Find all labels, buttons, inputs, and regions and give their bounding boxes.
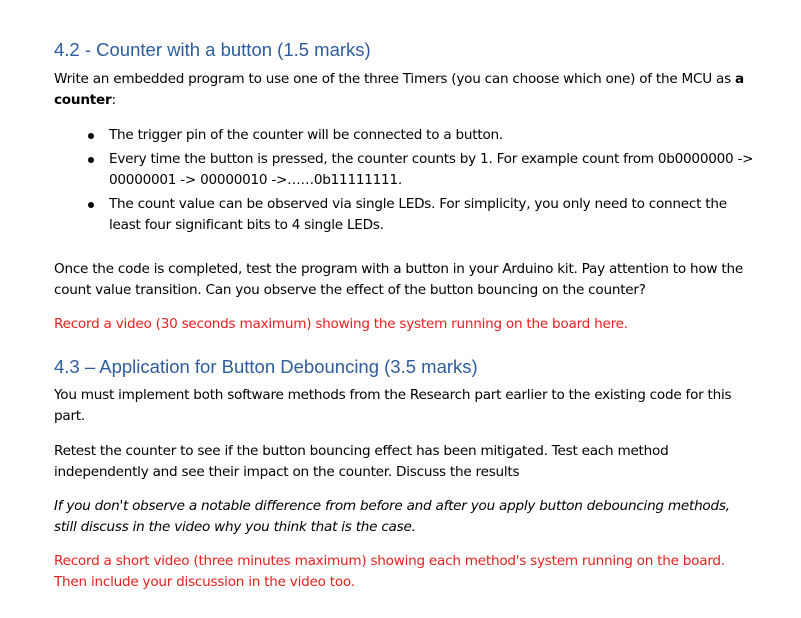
record-note-4-2: Record a video (30 seconds maximum) showing the system running on the board here. [54,316,628,332]
italic-note-text: If you don't observe a notable difference from before and after you apply button debouncing methods, still discuss in the video why you think that is the case. [54,498,730,535]
bullet-icon [88,202,94,208]
list-item [54,149,754,191]
list-item-text: The trigger pin of the counter will be connected to a button. [109,127,503,143]
record-note-4-3: Record a short video (three minutes maximum) showing each method's system running on the board. Then include your discussion in the video too. [54,553,725,590]
section-heading-4-3: 4.3 – Application for Button Debouncing (3.5 marks) [54,356,478,377]
test-paragraph: Once the code is completed, test the program with a button in your Arduino kit. Pay attention to how the count value transition. Can you observe the effect of the button bouncing on the counter? [54,261,743,298]
intro-text: Write an embedded program to use one of the three Timers (you can choose which one) of the MCU as [54,71,736,87]
bullet-icon [88,133,94,139]
list-item-text: Every time the button is pressed, the counter counts by 1. For example count from 0b0000000 -> 00000001 -> 00000010 ->……0b11111111. [109,151,754,188]
implement-paragraph: You must implement both software methods from the Research part earlier to the existing code for this part. [54,387,732,424]
section-heading-4-2: 4.2 - Counter with a button (1.5 marks) [54,39,371,60]
list-item [54,194,754,236]
retest-paragraph: Retest the counter to see if the button bouncing effect has been mitigated. Test each method independently and see their impact on the counter. Discuss the results [54,443,669,480]
bullet-icon [88,157,94,163]
intro-end: : [111,92,116,108]
requirements-list [54,125,754,239]
intro-paragraph [54,69,754,111]
intro-bold-text: a counter [54,71,744,108]
list-item-text: The count value can be observed via single LEDs. For simplicity, you only need to connect the least four significant bits to 4 single LEDs. [109,196,727,233]
italic-note-paragraph [54,496,754,538]
list-item [54,125,754,146]
